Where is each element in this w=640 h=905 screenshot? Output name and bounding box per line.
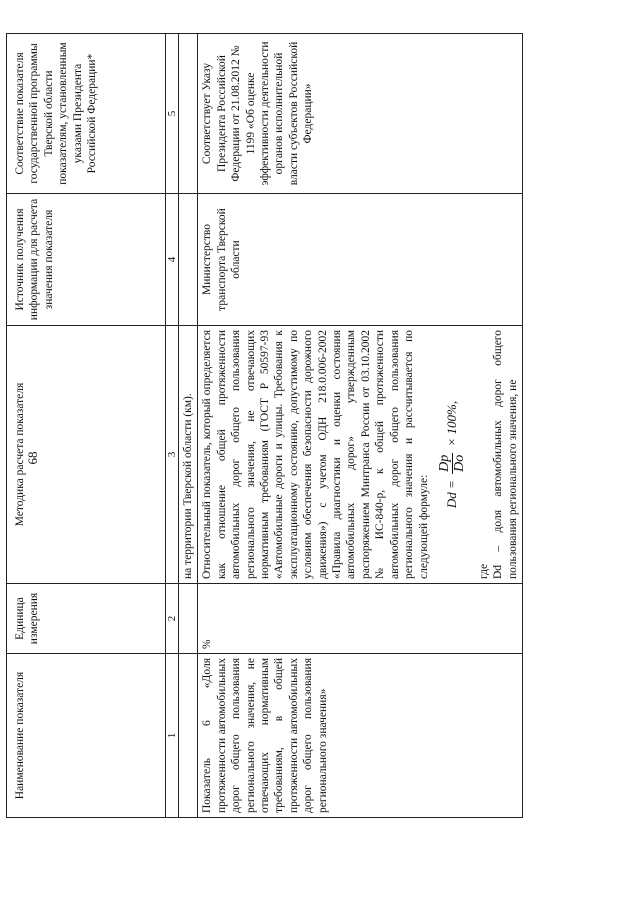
page-number: 68 <box>25 451 40 465</box>
column-number: 5 <box>166 34 179 194</box>
formula <box>431 330 477 579</box>
column-number: 3 <box>166 326 179 584</box>
method-cell <box>198 326 523 584</box>
indicator-row <box>198 34 523 818</box>
indicator-table <box>6 33 523 818</box>
continuation-cell <box>179 654 198 818</box>
indicator-unit: % <box>198 584 523 654</box>
formula-numerator: Dp <box>436 454 452 472</box>
header-source: Источник получения информации для расчета значения показателя <box>7 194 166 326</box>
indicator-name: Показатель 6 «Доля протяженности автомобильных дорог общего пользования регионального значения, не отвечающих нормативным требованиям, в общей протяженности автомобильных дорог общего пользования регионального значения» <box>198 654 523 818</box>
compliance-text: Соответствует Указу Президента Российской Федерации от 21.08.2012 № 1199 «Об оценке эффективности деятельности органов исполнительной власти субъектов Российской Федерации» <box>198 34 523 194</box>
continuation-cell <box>179 584 198 654</box>
continuation-row <box>179 34 198 818</box>
information-source: Министерство транспорта Тверской области <box>198 194 523 326</box>
header-method: Методика расчета показателя <box>7 326 166 584</box>
column-number-row <box>166 34 179 818</box>
method-intro: Относительный показатель, который определяется как отношение общей протяженности автомобильных дорог общего пользования регионального значения, не отвечающих нормативным требованиям (ГОСТ Р 50597-93 «Автомобильные дороги и улицы. Требования к эксплуатационному состоянию, допустимому по условиям обеспечения безопасности дорожного движения») с учетом ОДН 218.0.006-2002 «Правила диагностики и оценки состояния автомобильных дорог» утвержденным распоряжением Минтранса России от 03.10.2002 № ИС-840-р, к общей протяженности автомобильных дорог общего пользования регионального значения и рассчитывается по следующей формуле: <box>201 330 430 579</box>
continuation-cell <box>179 34 198 194</box>
header-indicator-name: Наименование показателя <box>7 654 166 818</box>
formula-fraction <box>438 453 468 474</box>
column-number: 1 <box>166 654 179 818</box>
column-number: 4 <box>166 194 179 326</box>
column-number: 2 <box>166 584 179 654</box>
rotated-page <box>6 34 582 818</box>
header-row <box>7 34 166 818</box>
continuation-text: на территории Тверской области (км). <box>179 326 198 584</box>
formula-tail: × 100%, <box>443 400 459 447</box>
where-label: где <box>477 563 490 579</box>
formula-lhs: Dd = <box>443 480 459 509</box>
method-definition: Dd – доля автомобильных дорог общего пользования регионального значения, не <box>492 330 519 579</box>
continuation-cell <box>179 194 198 326</box>
formula-denominator: Do <box>452 454 468 472</box>
header-compliance: Соответствие показателя государственной программы Тверской области показателям, установленным указами Президента Российской Федерации* <box>7 34 166 194</box>
header-unit: Единица измерения <box>7 584 166 654</box>
